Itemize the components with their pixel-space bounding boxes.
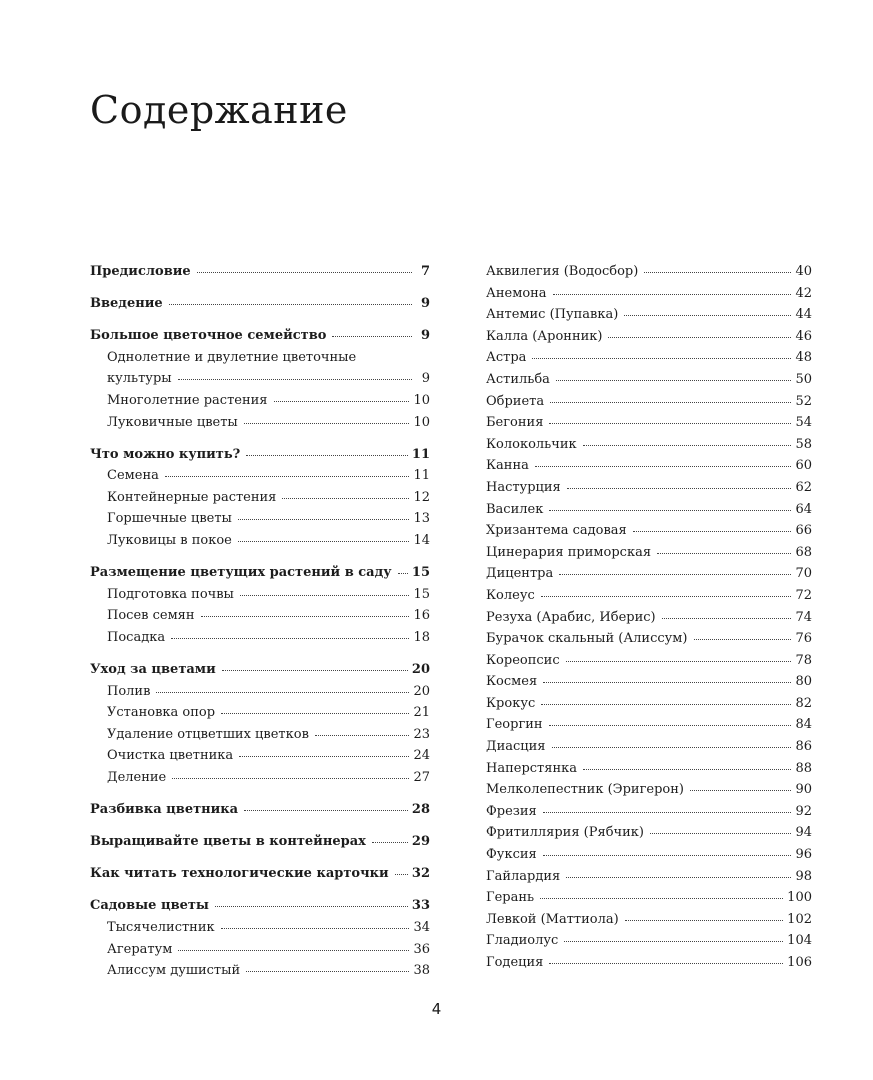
- dot-leader: [552, 747, 792, 748]
- dot-leader: [274, 401, 410, 402]
- toc-entry[interactable]: [486, 415, 812, 437]
- toc-entry-page: 70: [795, 566, 812, 582]
- toc-entry-label: Посев семян: [107, 608, 195, 624]
- dot-leader: [215, 906, 408, 907]
- toc-entry-label: Диасция: [486, 739, 546, 755]
- toc-entry[interactable]: [486, 545, 812, 567]
- toc-entry-page: 15: [411, 565, 430, 581]
- dot-leader: [172, 778, 409, 779]
- toc-entry[interactable]: [90, 748, 430, 770]
- toc-entry-label-line1: Однолетние и двулетние цветочные: [107, 349, 357, 365]
- toc-entry[interactable]: [486, 480, 812, 502]
- toc-entry-page: 27: [413, 769, 430, 785]
- toc-entry-page: 106: [787, 955, 812, 970]
- toc-entry[interactable]: [90, 468, 430, 490]
- toc-entry-label: Алиссум душистый: [107, 963, 241, 979]
- toc-entry-label: Полив: [107, 683, 151, 699]
- toc-entry-page: 9: [420, 296, 430, 312]
- dot-leader: [244, 423, 410, 424]
- toc-entry-page: 28: [411, 802, 430, 818]
- dot-leader: [541, 704, 791, 705]
- toc-entry-label: Антемис (Пупавка): [486, 307, 619, 323]
- toc-entry-label: Фуксия: [486, 847, 537, 863]
- toc-entry-label: Обриета: [486, 393, 545, 409]
- toc-entry[interactable]: [90, 942, 430, 964]
- dot-leader: [222, 670, 408, 671]
- toc-entry-page: 40: [795, 264, 812, 279]
- toc-entry[interactable]: [486, 804, 812, 826]
- toc-entry-page: 90: [795, 782, 812, 798]
- toc-entry[interactable]: [486, 588, 812, 610]
- toc-entry[interactable]: [90, 328, 430, 350]
- toc-entry-page: 102: [787, 911, 812, 927]
- toc-entry-page: 52: [795, 393, 812, 409]
- toc-entry-page: 33: [411, 898, 430, 914]
- dot-leader: [624, 315, 791, 316]
- toc-entry-label: Агератум: [107, 941, 173, 957]
- toc-entry-page: 18: [413, 629, 430, 645]
- toc-entry[interactable]: [90, 511, 430, 533]
- toc-entry[interactable]: [486, 674, 812, 696]
- toc-entry-label: Георгин: [486, 717, 543, 733]
- toc-entry-page: 62: [795, 479, 812, 495]
- toc-entry-label: Тысячелистник: [107, 919, 215, 935]
- toc-entry-label: Предисловие: [90, 264, 191, 279]
- toc-entry[interactable]: [90, 587, 430, 609]
- toc-entry[interactable]: [90, 866, 430, 888]
- toc-entry-page: 7: [420, 264, 430, 279]
- toc-entry-label: Что можно купить?: [90, 446, 241, 462]
- toc-entry-label: Посадка: [107, 629, 166, 645]
- toc-entry-label: Крокус: [486, 695, 536, 711]
- dot-leader: [690, 790, 791, 791]
- toc-entry-label: Размещение цветущих растений в саду: [90, 565, 392, 581]
- dot-leader: [541, 596, 792, 597]
- toc-entry[interactable]: [90, 565, 430, 587]
- toc-entry-page: 86: [795, 739, 812, 755]
- dot-leader: [332, 336, 412, 337]
- toc-entry-label: Большое цветочное семейство: [90, 328, 327, 344]
- toc-entry[interactable]: [90, 630, 430, 652]
- toc-entry[interactable]: [90, 533, 430, 555]
- toc-entry-label: Канна: [486, 458, 529, 474]
- toc-left-column: [90, 264, 430, 985]
- toc-entry[interactable]: [486, 717, 812, 739]
- toc-entry-label: Контейнерные растения: [107, 489, 277, 505]
- toc-entry-label: Мелколепестник (Эригерон): [486, 782, 684, 798]
- toc-entry[interactable]: [486, 761, 812, 783]
- toc-entry-label: Колокольчик: [486, 436, 577, 452]
- toc-entry[interactable]: [486, 739, 812, 761]
- dot-leader: [543, 682, 791, 683]
- toc-entry[interactable]: [90, 920, 430, 942]
- toc-entry[interactable]: [90, 415, 430, 437]
- toc-entry-page: 72: [795, 587, 812, 603]
- toc-entry-page: 66: [795, 523, 812, 539]
- toc-entry[interactable]: [90, 802, 430, 824]
- page-title: Содержание: [90, 88, 348, 132]
- toc-entry-page: 11: [413, 468, 430, 484]
- page-number: 4: [431, 1000, 442, 1018]
- toc-entry[interactable]: [486, 286, 812, 308]
- toc-entry-page: 58: [795, 436, 812, 452]
- toc-entry-label: Дицентра: [486, 566, 554, 582]
- toc-entry-label: Луковичные цветы: [107, 414, 238, 430]
- toc-entry-page: 23: [413, 726, 430, 742]
- toc-entry-label: Колеус: [486, 587, 535, 603]
- dot-leader: [556, 380, 792, 381]
- toc-entry-page: 16: [413, 608, 430, 624]
- toc-entry-label: Семена: [107, 468, 159, 484]
- toc-entry-label: Бегония: [486, 415, 544, 431]
- toc-right-column: [486, 264, 812, 977]
- toc-entry-page: 98: [795, 868, 812, 884]
- toc-entry-page: 42: [795, 285, 812, 301]
- dot-leader: [625, 920, 783, 921]
- dot-leader: [171, 638, 409, 639]
- toc-entry-label: Многолетние растения: [107, 392, 268, 408]
- dot-leader: [549, 725, 792, 726]
- toc-entry-page: 74: [795, 609, 812, 625]
- toc-entry-page: 15: [413, 586, 430, 602]
- dot-leader: [553, 294, 792, 295]
- toc-entry-label: Левкой (Маттиола): [486, 911, 619, 927]
- toc-entry-page: 82: [795, 695, 812, 711]
- toc-entry-label: культуры: [107, 371, 172, 387]
- dot-leader: [165, 476, 410, 477]
- toc-entry-label: Разбивка цветника: [90, 802, 239, 818]
- toc-entry-label: Василек: [486, 501, 544, 517]
- toc-entry[interactable]: [486, 307, 812, 329]
- toc-entry-label: Аквилегия (Водосбор): [486, 264, 639, 279]
- toc-entry[interactable]: [486, 566, 812, 588]
- dot-leader: [239, 756, 409, 757]
- toc-entry[interactable]: [90, 705, 430, 727]
- dot-leader: [583, 445, 792, 446]
- dot-leader: [398, 573, 408, 574]
- toc-entry-page: 104: [787, 933, 812, 949]
- toc-entry[interactable]: [486, 437, 812, 459]
- dot-leader: [238, 541, 410, 542]
- toc-entry[interactable]: [90, 662, 430, 684]
- toc-entry[interactable]: [486, 825, 812, 847]
- dot-leader: [633, 531, 792, 532]
- toc-entry-label: Бурачок скальный (Алиссум): [486, 631, 688, 647]
- toc-entry-page: 38: [413, 963, 430, 979]
- toc-entry[interactable]: [486, 890, 812, 912]
- toc-entry-label: Годеция: [486, 955, 544, 970]
- dot-leader: [178, 379, 412, 380]
- dot-leader: [246, 971, 409, 972]
- toc-entry-label: Деление: [107, 769, 167, 785]
- toc-entry-page: 76: [795, 631, 812, 647]
- toc-entry-label: Калла (Аронник): [486, 328, 603, 344]
- dot-leader: [549, 510, 791, 511]
- dot-leader: [550, 402, 791, 403]
- dot-leader: [240, 595, 410, 596]
- toc-entry[interactable]: [486, 394, 812, 416]
- toc-entry-page: 9: [421, 371, 430, 387]
- toc-entry-label: Гайлардия: [486, 868, 561, 884]
- toc-entry-page: 54: [795, 415, 812, 431]
- dot-leader: [244, 810, 408, 811]
- toc-entry[interactable]: [486, 933, 812, 955]
- toc-entry-page: 60: [795, 458, 812, 474]
- toc-entry-page: 9: [420, 328, 430, 344]
- toc-entry[interactable]: [90, 608, 430, 630]
- toc-entry-page: 80: [795, 674, 812, 690]
- toc-entry[interactable]: [486, 912, 812, 934]
- toc-entry[interactable]: [486, 955, 812, 977]
- dot-leader: [197, 272, 412, 273]
- dot-leader: [608, 337, 791, 338]
- toc-entry-label: Космея: [486, 674, 538, 690]
- toc-entry-page: 64: [795, 501, 812, 517]
- toc-entry[interactable]: [486, 696, 812, 718]
- toc-entry-label: Введение: [90, 296, 163, 312]
- toc-entry-label: Фритиллярия (Рябчик): [486, 825, 644, 841]
- dot-leader: [567, 488, 792, 489]
- toc-entry-page: 44: [795, 307, 812, 323]
- toc-entry-page: 24: [413, 748, 430, 764]
- toc-entry-page: 14: [413, 533, 430, 549]
- dot-leader: [156, 692, 409, 693]
- toc-entry[interactable]: [486, 264, 812, 286]
- dot-leader: [238, 519, 410, 520]
- toc-entry-label: Удаление отцветших цветков: [107, 726, 309, 742]
- toc-entry[interactable]: [486, 782, 812, 804]
- toc-entry[interactable]: [486, 458, 812, 480]
- toc-entry-label: Наперстянка: [486, 760, 577, 776]
- toc-entry-page: 20: [413, 683, 430, 699]
- toc-entry[interactable]: [486, 869, 812, 891]
- toc-entry-page: 96: [795, 847, 812, 863]
- dot-leader: [694, 639, 792, 640]
- toc-entry-page: 12: [413, 489, 430, 505]
- dot-leader: [540, 898, 783, 899]
- dot-leader: [644, 272, 791, 273]
- toc-entry-page: 48: [795, 350, 812, 366]
- toc-entry-label: Как читать технологические карточки: [90, 866, 389, 882]
- toc-entry[interactable]: [90, 770, 430, 792]
- toc-entry-page: 13: [413, 511, 430, 527]
- toc-entry-label: Настурция: [486, 479, 561, 495]
- toc-entry-page: 29: [411, 834, 430, 850]
- toc-entry-page: 68: [795, 544, 812, 560]
- toc-entry[interactable]: [486, 372, 812, 394]
- toc-entry-page: 10: [413, 392, 430, 408]
- toc-entry-label: Уход за цветами: [90, 662, 216, 677]
- toc-entry-label: Луковицы в покое: [107, 533, 232, 549]
- dot-leader: [532, 358, 791, 359]
- toc-entry-label: Резуха (Арабис, Иберис): [486, 609, 656, 625]
- toc-entry-label: Фрезия: [486, 803, 537, 819]
- toc-entry-label: Выращивайте цветы в контейнерах: [90, 834, 366, 850]
- dot-leader: [549, 963, 783, 964]
- toc-entry[interactable]: [486, 653, 812, 675]
- toc-entry-page: 100: [787, 890, 812, 906]
- toc-entry-label: Горшечные цветы: [107, 511, 232, 527]
- toc-entry[interactable]: [90, 684, 430, 706]
- dot-leader: [650, 833, 791, 834]
- toc-entry[interactable]: [90, 447, 430, 469]
- toc-entry[interactable]: [90, 834, 430, 856]
- toc-entry-label: Гладиолус: [486, 933, 559, 949]
- toc-entry-page: 10: [413, 414, 430, 430]
- toc-entry-label: Анемона: [486, 285, 547, 301]
- dot-leader: [315, 735, 410, 736]
- toc-entry-label: Кореопсис: [486, 652, 560, 668]
- dot-leader: [543, 812, 792, 813]
- dot-leader: [201, 616, 410, 617]
- toc-entry[interactable]: [90, 393, 430, 415]
- dot-leader: [549, 423, 791, 424]
- dot-leader: [221, 713, 409, 714]
- toc-entry[interactable]: [486, 350, 812, 372]
- toc-entry-label: Очистка цветника: [107, 748, 234, 764]
- toc-entry[interactable]: [486, 610, 812, 632]
- toc-entry-page: 11: [411, 446, 430, 462]
- dot-leader: [543, 855, 792, 856]
- toc-entry-label: Цинерария приморская: [486, 544, 652, 560]
- dot-leader: [583, 769, 791, 770]
- toc-entry[interactable]: [486, 502, 812, 524]
- dot-leader: [662, 618, 792, 619]
- toc-entry[interactable]: [486, 631, 812, 653]
- dot-leader: [395, 874, 408, 875]
- toc-entry-page: 78: [795, 652, 812, 668]
- dot-leader: [535, 466, 792, 467]
- toc-entry-page: 36: [413, 941, 430, 957]
- toc-entry-label: Хризантема садовая: [486, 523, 627, 539]
- toc-entry-label: Астра: [486, 350, 527, 366]
- dot-leader: [566, 877, 791, 878]
- toc-entry[interactable]: [90, 490, 430, 512]
- toc-entry-label: Подготовка почвы: [107, 586, 234, 602]
- dot-leader: [178, 950, 409, 951]
- dot-leader: [282, 498, 409, 499]
- dot-leader: [221, 928, 410, 929]
- dot-leader: [559, 574, 791, 575]
- toc-entry[interactable]: [90, 898, 430, 920]
- dot-leader: [169, 304, 412, 305]
- dot-leader: [372, 842, 408, 843]
- toc-entry-label: Астильба: [486, 371, 550, 387]
- toc-entry-page: 92: [795, 803, 812, 819]
- toc-entry-page: 32: [411, 866, 430, 882]
- toc-entry[interactable]: [90, 264, 430, 286]
- toc-entry[interactable]: [90, 727, 430, 749]
- toc-entry-page: 21: [413, 705, 430, 721]
- toc-entry-page: 46: [795, 328, 812, 344]
- toc-entry-page: 88: [795, 760, 812, 776]
- toc-entry[interactable]: [486, 523, 812, 545]
- dot-leader: [564, 941, 783, 942]
- toc-entry[interactable]: [486, 847, 812, 869]
- toc-entry-page: 50: [795, 371, 812, 387]
- dot-leader: [566, 661, 792, 662]
- toc-entry-label: Установка опор: [107, 705, 216, 721]
- toc-entry-page: 20: [411, 662, 430, 677]
- toc-entry[interactable]: [486, 329, 812, 351]
- toc-entry-page: 34: [413, 919, 430, 935]
- toc-entry-page: 94: [795, 825, 812, 841]
- dot-leader: [246, 455, 408, 456]
- toc-entry-label: Герань: [486, 890, 535, 906]
- toc-entry[interactable]: [90, 296, 430, 318]
- toc-entry[interactable]: [90, 350, 430, 393]
- toc-entry-page: 84: [795, 717, 812, 733]
- toc-entry[interactable]: [90, 963, 430, 985]
- dot-leader: [657, 553, 791, 554]
- toc-entry-line2: [107, 371, 430, 393]
- toc-entry-label: Садовые цветы: [90, 898, 209, 914]
